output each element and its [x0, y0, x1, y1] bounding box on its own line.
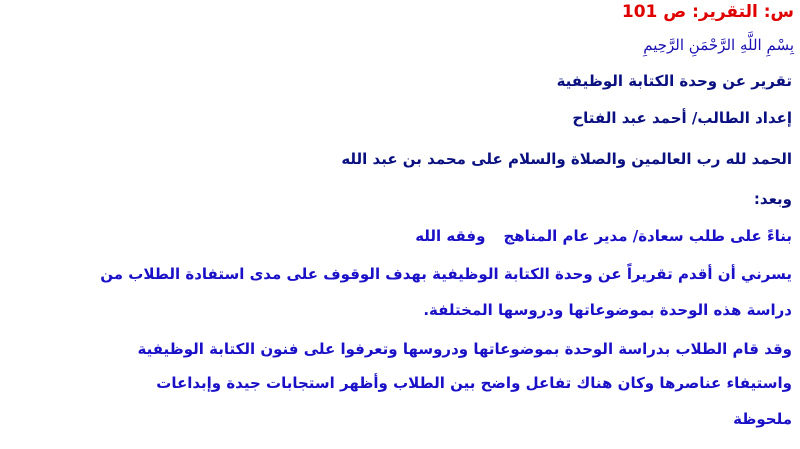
body-line: دراسة هذه الوحدة بموضوعاتها ودروسها المختلفة. [423, 301, 792, 319]
report-title: تقرير عن وحدة الكتابة الوظيفية [556, 72, 792, 90]
body-line: واستيفاء عناصرها وكان هناك تفاعل واضح بين الطلاب وأظهر استجابات جيدة وإبداعات [156, 374, 792, 392]
body-line: ملحوظة [733, 410, 792, 428]
praise-line: الحمد لله رب العالمين والصلاة والسلام على محمد بن عبد الله [341, 150, 792, 168]
question-heading: س: التقرير: ص 101 [621, 2, 794, 22]
request-line [415, 225, 792, 247]
opening-line: وبعد: [753, 190, 792, 208]
body-line: وقد قام الطلاب بدراسة الوحدة بموضوعاتها ودروسها وتعرفوا على فنون الكتابة الوظيفية [137, 340, 792, 358]
request-blessing: وفقه الله [415, 227, 486, 245]
request-text: بناءً على طلب سعادة/ مدير عام المناهج [503, 227, 792, 245]
body-line: يسرني أن أقدم تقريراً عن وحدة الكتابة الوظيفية بهدف الوقوف على مدى استفادة الطلاب من [100, 265, 792, 283]
basmala-calligraphy: بِسْمِ اللَّهِ الرَّحْمَنِ الرَّحِيمِ [643, 36, 794, 54]
report-author: إعداد الطالب/ أحمد عبد الفتاح [572, 109, 792, 127]
